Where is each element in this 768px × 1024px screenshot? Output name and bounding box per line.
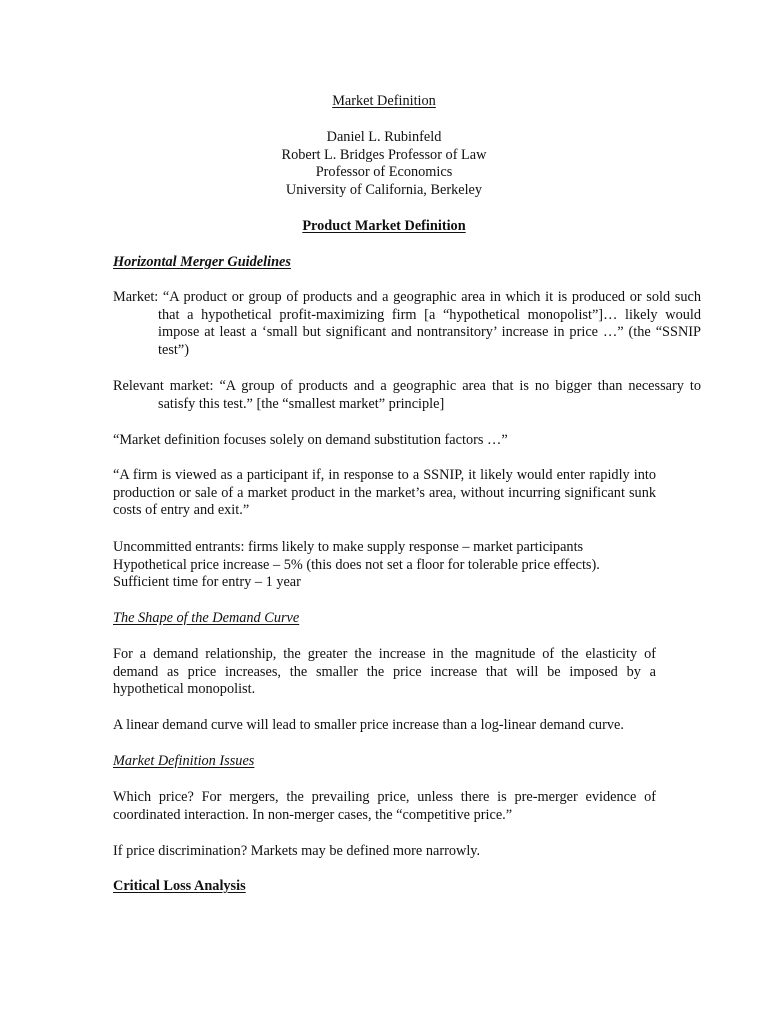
demand-focus-quote: “Market definition focuses solely on demand substitution factors …” (113, 432, 508, 448)
section-heading-hmg: Horizontal Merger Guidelines (113, 254, 291, 270)
relevant-market-paragraph: Relevant market: “A group of products and a geographic area that is no bigger than necessary to satisfy this test.” [the “smallest market” principle] (113, 378, 701, 412)
list-item: Uncommitted entrants: firms likely to make supply response – market participants (113, 539, 584, 555)
section-heading-demand-curve: The Shape of the Demand Curve (113, 610, 300, 626)
section-heading-critical-loss: Critical Loss Analysis (113, 878, 246, 894)
issues-paragraph-2: If price discrimination? Markets may be defined more narrowly. (113, 843, 481, 859)
market-definition-paragraph: Market: “A product or group of products and a geographic area in which it is produced or sold such that a hypothetical profit-maximizing firm [a “hypothetical monopolist”]… likely would impose at least a ‘small but significant and nontransitory’ increase in price …” (the “SSNIP test”) (113, 289, 701, 358)
demand-curve-paragraph-1: For a demand relationship, the greater the increase in the magnitude of the elasticity of demand as price increases, the smaller the price increase that will be imposed by a hypothetical monopolist. (113, 646, 656, 698)
affiliation-line-3: University of California, Berkeley (285, 181, 483, 198)
demand-curve-paragraph-2: A linear demand curve will lead to smaller price increase than a log-linear demand curve. (113, 717, 624, 733)
main-heading: Product Market Definition (302, 218, 466, 234)
hmg-list (113, 539, 673, 592)
author-name: Daniel L. Rubinfeld (326, 129, 442, 145)
section-heading-issues: Market Definition Issues (113, 753, 255, 769)
document-title: Market Definition (332, 93, 436, 109)
affiliation-line-1: Robert L. Bridges Professor of Law (281, 146, 487, 163)
participant-quote: “A firm is viewed as a participant if, in response to a SSNIP, it likely would enter rapidly into production or sale of a market product in the market’s area, without incurring significant sunk costs of entry and exit.” (113, 467, 656, 519)
list-item: Hypothetical price increase – 5% (this does not set a floor for tolerable price effects). (113, 556, 600, 573)
issues-paragraph-1: Which price? For mergers, the prevailing price, unless there is pre-merger evidence of coordinated interaction. In non-merger cases, the “competitive price.” (113, 789, 656, 823)
list-item: Sufficient time for entry – 1 year (113, 574, 301, 591)
affiliation-line-2: Professor of Economics (315, 164, 453, 180)
